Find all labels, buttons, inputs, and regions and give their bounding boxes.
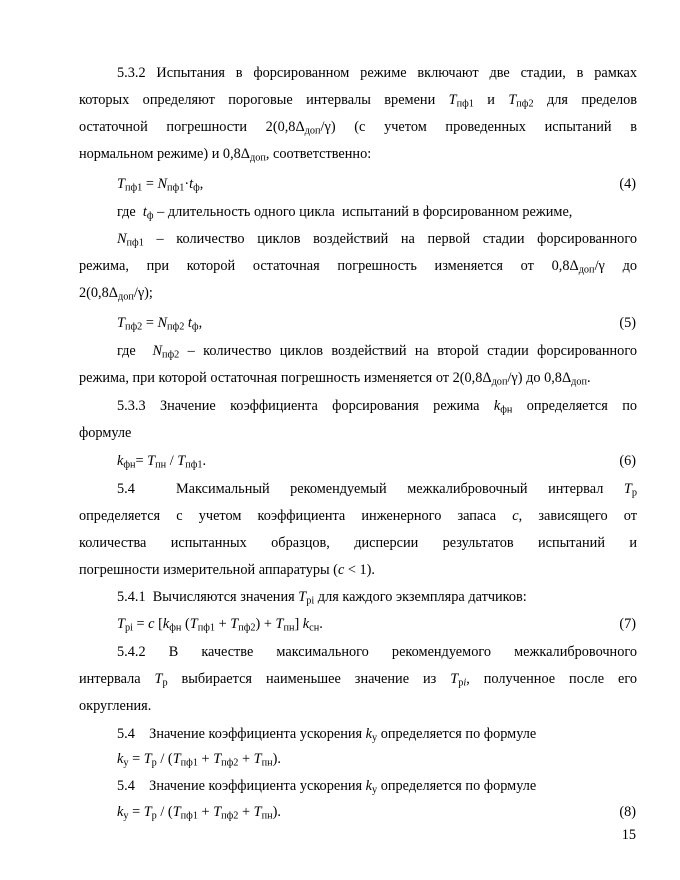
- equation-4: $T_{пф1} = N_{пф1}\cdot t_ф$,: [117, 176, 204, 194]
- paragraph-5-4-line: 5.4 Максимальный рекомендуемый межкалибровочный интервал $T_р$: [117, 481, 637, 499]
- definition-line: где $t_ф$ – длительность одного цикла испытаний в форсированном режиме,: [117, 204, 573, 222]
- paragraph-5-3-2-line: 5.3.2 Испытания в форсированном режиме включают две стадии, в рамках: [117, 65, 637, 81]
- paragraph-5-3-2-line: нормальном режиме) и $0,8\Delta_{доп}$, соответственно:: [79, 146, 372, 164]
- equation-7: $T_{рi} = c$ [$k_{фн}$ $(T_{пф1} + T_{пф2}) + T_{пн}$] $k_{сн}$.: [117, 616, 323, 634]
- definition-line: где $N_{пф2}$ – количество циклов воздействий на второй стадии форсированного: [117, 343, 637, 361]
- equation-8: $k_у = T_р / (T_{пф1} + T_{пф2} + T_{пн})$.: [117, 804, 281, 822]
- equation-number-6: (6): [619, 453, 636, 469]
- paragraph-5-3-2-line: которых определяют пороговые интервалы времени $T_{пф1}$ и $T_{пф2}$ для пределов: [79, 92, 637, 110]
- definition-line: $N_{пф1}$ – количество циклов воздействий на первой стадии форсированного: [117, 231, 637, 249]
- paragraph-5-4-acceleration-line: 5.4 Значение коэффициента ускорения $k_у$ определяется по формуле: [117, 726, 537, 744]
- paragraph-5-3-2-line: остаточной погрешности $2(0,8\Delta_{доп}/\gamma)$ (с учетом проведенных испытаний в: [79, 119, 637, 137]
- definition-line: $2(0,8\Delta_{доп}/\gamma)$;: [79, 285, 153, 303]
- definition-line: режима, при которой остаточная погрешность изменяется от $0,8\Delta_{доп}/\gamma$ до: [79, 258, 637, 276]
- equation-acceleration: $k_у = T_р / (T_{пф1} + T_{пф2} + T_{пн})$.: [117, 751, 281, 769]
- paragraph-5-4-acceleration-line: 5.4 Значение коэффициента ускорения $k_у$ определяется по формуле: [117, 778, 537, 796]
- paragraph-5-4-2-line: 5.4.2 В качестве максимального рекомендуемого межкалибровочного: [117, 644, 637, 660]
- equation-number-7: (7): [619, 616, 636, 632]
- paragraph-5-4-2-line: округления.: [79, 698, 152, 714]
- equation-number-8: (8): [619, 804, 636, 820]
- paragraph-5-3-3-line: 5.3.3 Значение коэффициента форсирования режима $k_{фн}$ определяется по: [117, 398, 638, 416]
- paragraph-5-4-1-line: 5.4.1 Вычисляются значения $T_{рi}$ для каждого экземпляра датчиков:: [117, 589, 527, 607]
- paragraph-5-4-line: определяется с учетом коэффициента инженерного запаса c, зависящего от: [79, 508, 637, 524]
- paragraph-5-4-line: количества испытанных образцов, дисперсии результатов испытаний и: [79, 535, 637, 551]
- equation-5: $T_{пф2} = N_{пф2}$ $t_ф$,: [117, 315, 203, 333]
- definition-line: режима, при которой остаточная погрешность изменяется от $2(0,8\Delta_{доп}/\gamma)$ до $0,8\Delta_{доп}$.: [79, 370, 591, 388]
- page-number: 15: [621, 827, 636, 843]
- equation-6: $k_{фн}= T_{пн} / T_{пф1}$.: [117, 453, 207, 471]
- paragraph-5-4-2-line: интервала $T_р$ выбирается наименьшее значение из $T_{рi}$, полученное после его: [79, 671, 637, 689]
- equation-number-4: (4): [619, 176, 636, 192]
- paragraph-5-4-line: погрешности измерительной аппаратуры (c < 1).: [79, 562, 375, 578]
- paragraph-5-3-3-line: формуле: [79, 425, 132, 441]
- equation-number-5: (5): [619, 315, 636, 331]
